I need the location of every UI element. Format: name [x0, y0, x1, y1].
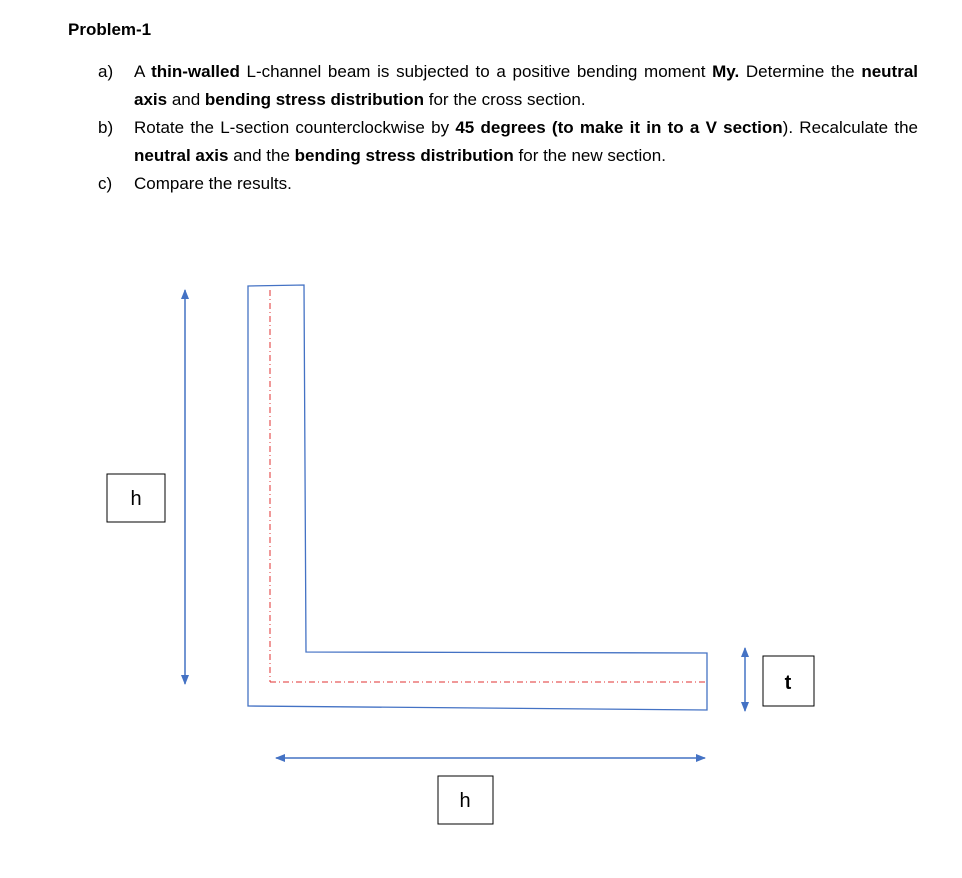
item-marker: a) [98, 62, 114, 81]
bold-span: neutral axis [134, 62, 918, 109]
text-span: and [167, 90, 205, 109]
bold-span: thin-walled [151, 62, 240, 81]
l-section-outline [248, 285, 707, 710]
bold-span: bending stress distribution [294, 146, 514, 165]
bold-span: 45 degrees (to make it in to a V section [455, 118, 783, 137]
label-box-thickness-t [763, 656, 814, 706]
bold-span: My. [712, 62, 740, 81]
label-horizontal-h: h [459, 790, 471, 812]
problem-title: Problem-1 [68, 20, 152, 39]
item-marker: b) [98, 118, 114, 137]
label-box-horizontal-h [438, 776, 493, 824]
label-box-vertical-h [107, 474, 165, 522]
text-span: ). Recalculate the [782, 118, 919, 137]
text-span: Determine the [739, 62, 862, 81]
text-span: for the new section. [513, 146, 666, 165]
text-span: A [134, 62, 152, 81]
text-span: for the cross section. [424, 90, 586, 109]
label-vertical-h: h [130, 488, 142, 510]
label-thickness-t: t [784, 672, 792, 694]
text-span: Compare the results. [134, 174, 292, 193]
text-span: L-channel beam is subjected to a positive bending moment [239, 62, 713, 81]
item-marker: c) [98, 174, 113, 193]
text-span: and the [228, 146, 295, 165]
text-span: Rotate the L-section counterclockwise by [134, 118, 456, 137]
bold-span: neutral axis [134, 146, 229, 165]
bold-span: bending stress distribution [204, 90, 425, 109]
